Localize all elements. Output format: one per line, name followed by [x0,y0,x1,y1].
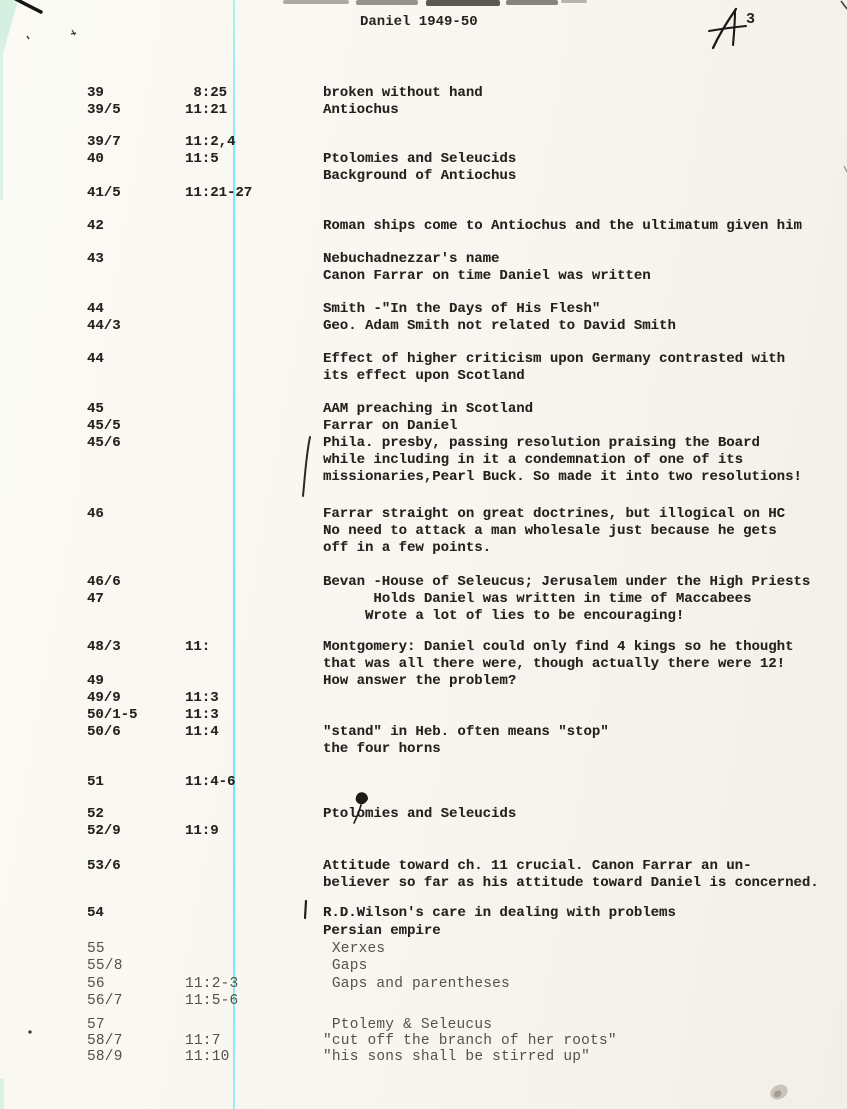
table-row [0,673,847,691]
entry-text: Attitude toward ch. 11 crucial. Canon Farrar an un- [323,858,752,874]
ref-number: 56 [87,976,105,992]
entry-text: Ptolomies and Seleucids [323,806,517,822]
ref-number: 50/6 [87,724,121,740]
table-row [0,523,847,541]
entry-text: Background of Antiochus [323,168,517,184]
ref-number: 41/5 [87,185,121,201]
verse-reference: 8:25 [185,85,228,101]
ref-number: 57 [87,1017,105,1033]
entry-text: No need to attack a man wholesale just because he gets [323,523,777,539]
verse-reference: 11: [185,639,211,655]
table-row [0,923,847,941]
entry-text: Gaps [323,958,368,974]
verse-reference: 11:10 [185,1049,230,1065]
verse-reference: 11:7 [185,1033,221,1049]
ref-number: 52 [87,806,104,822]
ink-speck [71,30,76,35]
entry-text: while including in it a condemnation of one of its [323,452,744,468]
verse-reference: 11:3 [185,690,219,706]
table-row [0,858,847,876]
ref-number: 39/7 [87,134,121,150]
pen-mark-top-left [14,0,41,12]
entry-text: Farrar straight on great doctrines, but illogical on HC [323,506,786,522]
table-row [0,741,847,759]
table-row [0,774,847,792]
scan-mark-top-right [841,1,847,9]
entry-text: that was all there were, though actually there were 12! [323,656,786,672]
table-row [0,151,847,169]
ref-number: 43 [87,251,104,267]
entry-text: Geo. Adam Smith not related to David Smith [323,318,676,334]
entry-text: Canon Farrar on time Daniel was written [323,268,651,284]
entry-text: Nebuchadnezzar's name [323,251,500,267]
table-row [0,823,847,841]
table-row [0,1049,847,1067]
scan-smudge-bottom-right [768,1082,790,1103]
table-row [0,976,847,994]
table-row [0,251,847,269]
ref-number: 40 [87,151,104,167]
scan-smudge-top-edge [283,0,587,6]
ref-number: 58/9 [87,1049,123,1065]
table-row [0,806,847,824]
table-row [0,102,847,120]
table-row [0,591,847,609]
ref-number: 39/5 [87,102,121,118]
ref-number: 55/8 [87,958,123,974]
verse-reference: 11:21-27 [185,185,253,201]
entry-text: off in a few points. [323,540,492,556]
entry-text: "his sons shall be stirred up" [323,1049,591,1065]
ref-number: 47 [87,591,104,607]
entry-text: Ptolomies and Seleucids [323,151,517,167]
ref-number: 39 [87,85,104,101]
ref-number: 45 [87,401,104,417]
ref-number: 42 [87,218,104,234]
entry-text: Xerxes [323,941,386,957]
entry-text: Farrar on Daniel [323,418,458,434]
entry-text: missionaries,Pearl Buck. So made it into two resolutions! [323,469,802,485]
verse-reference: 11:9 [185,823,219,839]
verse-reference: 11:2,4 [185,134,236,150]
table-row [0,435,847,453]
table-row [0,418,847,436]
entry-text: believer so far as his attitude toward Daniel is concerned. [323,875,819,891]
ref-number: 55 [87,941,105,957]
ref-number: 44 [87,351,104,367]
entry-text: Holds Daniel was written in time of Maccabees [323,591,752,607]
ref-number: 49 [87,673,104,689]
ref-number: 54 [87,905,104,921]
table-row [0,875,847,893]
ref-number: 46 [87,506,104,522]
ref-number: 53/6 [87,858,121,874]
entry-text: R.D.Wilson's care in dealing with problems [323,905,676,921]
entry-text: "cut off the branch of her roots" [323,1033,617,1049]
ref-number: 45/5 [87,418,121,434]
table-row [0,168,847,186]
page-title: Daniel 1949-50 [360,14,478,30]
entry-text: Ptolemy & Seleucus [323,1017,493,1033]
entry-text: Phila. presby, passing resolution praising the Board [323,435,760,451]
ref-number: 58/7 [87,1033,123,1049]
verse-reference: 11:4 [185,724,219,740]
verse-reference: 11:2-3 [185,976,239,992]
ref-number: 49/9 [87,690,121,706]
verse-reference: 11:5-6 [185,993,239,1009]
verse-reference: 11:4-6 [185,774,236,790]
entry-text: Wrote a lot of lies to be encouraging! [323,608,685,624]
table-row [0,185,847,203]
ref-number: 44/3 [87,318,121,334]
ref-number: 46/6 [87,574,121,590]
verse-reference: 11:21 [185,102,228,118]
handwritten-letter-A [709,9,746,48]
table-row [0,574,847,592]
ref-number: 45/6 [87,435,121,451]
entry-text: Montgomery: Daniel could only find 4 kings so he thought [323,639,794,655]
table-row [0,85,847,103]
table-row [0,993,847,1011]
entry-text: Effect of higher criticism upon Germany contrasted with [323,351,786,367]
table-row [0,941,847,959]
table-row [0,452,847,470]
verse-reference: 11:3 [185,707,219,723]
entry-text: the four horns [323,741,441,757]
entry-text: Persian empire [323,923,441,939]
entry-text: AAM preaching in Scotland [323,401,534,417]
entry-text: its effect upon Scotland [323,368,525,384]
ref-number: 51 [87,774,104,790]
ref-number: 50/1-5 [87,707,138,723]
ref-number: 52/9 [87,823,121,839]
entry-text: Gaps and parentheses [323,976,510,992]
table-row [0,690,847,708]
entry-text: Bevan -House of Seleucus; Jerusalem under the High Priests [323,574,811,590]
table-row [0,134,847,152]
table-row [0,958,847,976]
table-row [0,639,847,657]
table-row [0,656,847,674]
ink-speck [27,36,29,39]
table-row [0,268,847,286]
table-row [0,318,847,336]
verse-reference: 11:5 [185,151,219,167]
table-row [0,469,847,487]
ref-number: 44 [87,301,104,317]
table-row [0,724,847,742]
table-row [0,301,847,319]
table-row [0,608,847,626]
table-row [0,218,847,236]
ref-number: 48/3 [87,639,121,655]
table-row [0,351,847,369]
table-row [0,540,847,558]
table-row [0,707,847,725]
entry-text: Roman ships come to Antiochus and the ultimatum given him [323,218,802,234]
entry-text: "stand" in Heb. often means "stop" [323,724,609,740]
entry-text: broken without hand [323,85,483,101]
table-row [0,506,847,524]
table-row [0,401,847,419]
page-number: 3 [746,11,756,28]
table-row [0,905,847,923]
entry-text: Antiochus [323,102,399,118]
entry-text: How answer the problem? [323,673,517,689]
table-row [0,368,847,386]
ref-number: 56/7 [87,993,123,1009]
entry-text: Smith -"In the Days of His Flesh" [323,301,601,317]
